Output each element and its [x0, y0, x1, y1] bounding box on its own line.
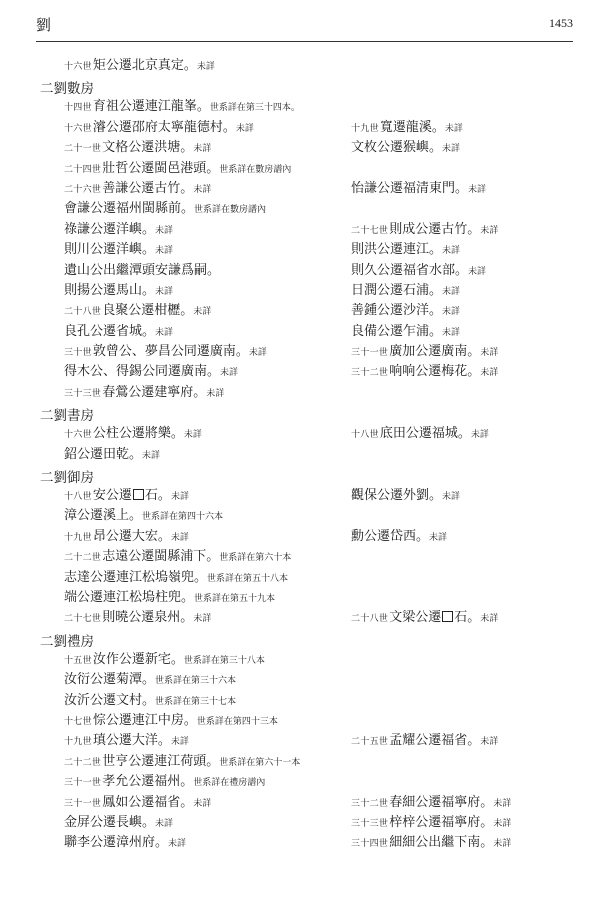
entry-line	[0, 220, 611, 240]
lineage-note: 未詳	[155, 818, 174, 829]
lineage-note: 未詳	[429, 532, 448, 543]
generation-label: 二十二世	[64, 553, 102, 564]
branch-section-heading	[0, 465, 611, 486]
migration-entry-left	[64, 693, 236, 710]
entry-text: 壯哲公遷閩邑港頭。	[102, 160, 220, 176]
section-title: 二劉禮房	[40, 633, 94, 650]
generation-label: 三十一世	[351, 348, 389, 359]
lineage-note: 未詳	[442, 144, 461, 155]
entry-text: 善鍾公遷沙洋。	[351, 303, 443, 319]
lineage-note: 未詳	[170, 532, 189, 543]
lineage-note: 未詳	[442, 307, 461, 318]
lineage-note: 世系詳在第三十四本。	[209, 103, 300, 114]
branch-section-heading	[0, 629, 611, 650]
entry-line	[0, 506, 611, 526]
migration-entry-left	[64, 508, 223, 525]
lineage-note: 世系詳在數房譜內	[194, 205, 267, 216]
entry-text: 良聚公遷柑櫪。	[102, 303, 194, 319]
entry-line	[0, 568, 611, 588]
entry-line	[0, 813, 611, 833]
entry-line	[0, 322, 611, 342]
generation-label: 十九世	[351, 123, 379, 134]
migration-entry-left	[64, 549, 291, 566]
generation-label: 二十二世	[64, 757, 102, 768]
lineage-note: 未詳	[170, 737, 189, 748]
lineage-note: 世系詳在第五十八本	[207, 573, 289, 584]
entry-line	[0, 608, 611, 628]
entry-text: 則曉公遷泉州。	[102, 610, 194, 626]
lineage-note: 未詳	[142, 450, 161, 461]
entry-line	[0, 486, 611, 506]
entry-text: 矩公遷北京真定。	[92, 58, 197, 73]
migration-entry-right	[351, 488, 460, 505]
migration-entry-left	[64, 283, 173, 300]
migration-entry-left	[64, 324, 173, 341]
generation-label: 三十一世	[64, 798, 102, 809]
generation-label: 十四世	[64, 103, 92, 114]
entry-text: 金屏公遷長嶼。	[64, 814, 156, 830]
entry-text: 良孔公遷省城。	[64, 323, 156, 339]
lineage-note: 未詳	[480, 737, 499, 748]
migration-entry-left	[64, 263, 220, 279]
missing-character-box	[442, 611, 453, 622]
generation-label: 十七世	[64, 716, 92, 727]
entry-text: 石。	[454, 610, 481, 626]
generation-label: 三十三世	[64, 388, 102, 399]
entry-text: 則揚公遷馬山。	[64, 282, 156, 298]
lineage-note: 未詳	[493, 839, 512, 850]
lineage-note: 未詳	[480, 614, 499, 625]
generation-label: 二十七世	[64, 614, 102, 625]
entry-line	[0, 261, 611, 281]
lineage-note: 未詳	[442, 286, 461, 297]
entry-line	[0, 731, 611, 751]
running-header-surname: 劉	[36, 16, 52, 34]
section-title: 二劉書房	[40, 408, 94, 425]
lineage-note: 世系詳在第三十七本	[155, 696, 237, 707]
migration-entry-right	[351, 140, 460, 157]
entry-text: 善謙公遷古竹。	[102, 180, 194, 196]
migration-entry-right	[351, 733, 498, 750]
lineage-note: 世系詳在第六十本	[219, 553, 292, 564]
migration-entry-left	[64, 774, 265, 791]
entry-text: 日潤公遷石浦。	[351, 282, 443, 298]
migration-entry-left	[64, 610, 211, 627]
lineage-note: 未詳	[480, 368, 499, 379]
migration-entry-left	[64, 447, 160, 464]
entry-text: 世亨公遷連江荷頭。	[102, 753, 220, 769]
lineage-note: 未詳	[155, 246, 174, 257]
migration-entry-left	[64, 795, 211, 812]
lineage-note: 未詳	[183, 430, 202, 441]
entry-text: 濬公遷邵府太寧龍德村。	[92, 119, 236, 135]
entry-line	[0, 711, 611, 731]
branch-section-heading	[0, 403, 611, 424]
entry-line	[0, 588, 611, 608]
lineage-note: 未詳	[168, 839, 187, 850]
entry-text: 則久公遷福省水部。	[351, 262, 469, 278]
lineage-note: 未詳	[155, 327, 174, 338]
migration-entry-right	[351, 263, 486, 280]
lineage-note: 未詳	[493, 818, 512, 829]
entry-line	[0, 424, 611, 444]
entry-line	[0, 383, 611, 403]
migration-entry-left	[64, 140, 211, 157]
entry-text: 良備公遷乍浦。	[351, 323, 443, 339]
migration-entry-left	[64, 242, 173, 259]
section-title: 二劉御房	[40, 470, 94, 487]
entry-text: 响响公遷梅花。	[389, 364, 481, 380]
entry-text: 悰公遷連江中房。	[92, 712, 197, 728]
entry-text: 汝衍公遷菊潭。	[64, 672, 156, 688]
entry-text: 會謙公遷福州閩縣前。	[64, 201, 195, 217]
entry-line	[0, 342, 611, 362]
migration-entry-right	[351, 835, 511, 852]
lineage-note: 未詳	[220, 368, 239, 379]
entry-line	[0, 301, 611, 321]
lineage-note: 未詳	[206, 388, 225, 399]
generation-label: 三十三世	[351, 818, 389, 829]
migration-entry-right	[351, 303, 460, 320]
migration-entry-left	[64, 815, 173, 832]
migration-entry-right	[351, 242, 460, 259]
entry-text: 孝允公遷福州。	[102, 774, 194, 790]
generation-label: 二十八世	[351, 614, 389, 625]
migration-entry-left	[64, 713, 278, 730]
entry-text: 汝沂公遷文村。	[64, 692, 156, 708]
entry-text: 底田公遷福城。	[379, 426, 471, 442]
generation-label: 十六世	[64, 430, 92, 441]
generation-label: 十八世	[64, 492, 92, 503]
entry-line	[0, 118, 611, 138]
migration-entry-left	[64, 570, 288, 587]
generation-label: 二十一世	[64, 144, 102, 155]
lineage-note: 世系詳在數房譜內	[219, 164, 292, 175]
section-title: 二劉數房	[40, 81, 94, 98]
lineage-note: 未詳	[442, 327, 461, 338]
entry-text: 觀保公遷外劉。	[351, 488, 443, 504]
entry-line	[0, 833, 611, 853]
entry-text: 遺山公出繼潭頭安謙爲嗣。	[64, 262, 221, 278]
migration-entry-left	[64, 733, 189, 750]
entry-line	[0, 240, 611, 260]
entry-line	[0, 650, 611, 670]
entry-line	[0, 56, 611, 76]
lineage-note: 未詳	[193, 798, 212, 809]
entry-text: 文枚公遷猴嶼。	[351, 140, 443, 156]
migration-entry-right	[351, 222, 498, 239]
migration-entry-right	[351, 426, 489, 443]
generation-label: 十九世	[64, 532, 92, 543]
entry-text: 得木公、得錫公同遷廣南。	[64, 364, 221, 380]
migration-entry-left	[64, 344, 267, 361]
entry-text: 廣加公遷廣南。	[389, 344, 481, 360]
entry-line	[0, 772, 611, 792]
entry-text: 怡謙公遷福清東門。	[351, 180, 469, 196]
generation-label: 二十四世	[64, 164, 102, 175]
lineage-note: 世系詳在第三十六本	[155, 676, 237, 687]
migration-entry-left	[64, 426, 202, 443]
lineage-note: 未詳	[193, 184, 212, 195]
entry-text: 聯李公遷漳州府。	[64, 835, 169, 851]
entry-text: 文梁公遷	[389, 610, 442, 626]
entry-text: 志達公遷連江松塢嶺兜。	[64, 569, 208, 585]
lineage-note: 世系詳在第三十八本	[183, 655, 265, 666]
migration-entry-left	[64, 161, 291, 178]
migration-entry-left	[64, 120, 254, 137]
entry-text: 則川公遷洋嶼。	[64, 242, 156, 258]
migration-entry-left	[64, 181, 211, 198]
entry-text: 汝作公遷新宅。	[92, 651, 184, 667]
migration-entry-left	[64, 99, 300, 116]
migration-entry-right	[351, 610, 498, 627]
entry-line	[0, 179, 611, 199]
lineage-note: 世系詳在禮房譜內	[193, 778, 266, 789]
migration-entry-left	[64, 672, 236, 689]
genealogy-migration-list	[0, 56, 611, 854]
generation-label: 三十二世	[351, 368, 389, 379]
entry-text: 漳公遷溪上。	[64, 508, 143, 524]
migration-entry-left	[64, 58, 215, 75]
entry-line	[0, 527, 611, 547]
entry-text: 志遠公遷閩縣浦下。	[102, 549, 220, 565]
generation-label: 二十七世	[351, 225, 389, 236]
entry-text: 則洪公遷連江。	[351, 242, 443, 258]
missing-character-box	[133, 489, 144, 500]
lineage-note: 未詳	[155, 225, 174, 236]
entry-line	[0, 445, 611, 465]
entry-text: 梓梓公遷福寧府。	[389, 814, 494, 830]
lineage-note: 未詳	[235, 123, 254, 134]
entry-line	[0, 547, 611, 567]
entry-text: 育祖公遷連江龍峯。	[92, 99, 210, 115]
lineage-note: 未詳	[193, 614, 212, 625]
entry-line	[0, 691, 611, 711]
migration-entry-right	[351, 344, 498, 361]
entry-text: 瑱公遷大洋。	[92, 733, 171, 749]
migration-entry-right	[351, 120, 463, 137]
migration-entry-left	[64, 754, 300, 771]
entry-text: 春細公遷福寧府。	[389, 794, 494, 810]
entry-line	[0, 138, 611, 158]
page-number: 1453	[549, 16, 573, 30]
entry-text: 敦曾公、夢昌公同遷廣南。	[92, 344, 249, 360]
lineage-note: 未詳	[248, 348, 267, 359]
entry-line	[0, 159, 611, 179]
generation-label: 三十世	[64, 348, 92, 359]
lineage-note: 未詳	[493, 798, 512, 809]
generation-label: 三十二世	[351, 798, 389, 809]
migration-entry-left	[64, 529, 189, 546]
migration-entry-right	[351, 283, 460, 300]
lineage-note: 未詳	[468, 266, 487, 277]
entry-line	[0, 670, 611, 690]
entry-line	[0, 793, 611, 813]
generation-label: 二十五世	[351, 737, 389, 748]
entry-text: 端公遷連江松塢柱兜。	[64, 589, 195, 605]
lineage-note: 未詳	[442, 492, 461, 503]
generation-label: 三十一世	[64, 778, 102, 789]
migration-entry-right	[351, 815, 511, 832]
lineage-note: 未詳	[442, 246, 461, 257]
migration-entry-right	[351, 324, 460, 341]
lineage-note: 未詳	[155, 286, 174, 297]
entry-text: 細細公出繼下南。	[389, 835, 494, 851]
migration-entry-left	[64, 652, 265, 669]
lineage-note: 未詳	[170, 492, 189, 503]
page-header	[36, 14, 573, 38]
entry-text: 祿謙公遷洋嶼。	[64, 221, 156, 237]
entry-text: 鳳如公遷福省。	[102, 794, 194, 810]
lineage-note: 未詳	[468, 184, 487, 195]
branch-section-heading	[0, 76, 611, 97]
entry-text: 鉊公遷田乾。	[64, 446, 143, 462]
generation-label: 二十六世	[64, 184, 102, 195]
lineage-note: 世系詳在第四十六本	[142, 512, 224, 523]
migration-entry-right	[351, 181, 486, 198]
generation-label: 二十八世	[64, 307, 102, 318]
migration-entry-left	[64, 303, 211, 320]
generation-label: 十九世	[64, 737, 92, 748]
generation-label: 十六世	[64, 62, 92, 72]
migration-entry-left	[64, 488, 189, 505]
entry-text: 文格公遷洪塘。	[102, 140, 194, 156]
entry-line	[0, 199, 611, 219]
generation-label: 十八世	[351, 430, 379, 441]
lineage-note: 未詳	[444, 123, 463, 134]
entry-line	[0, 281, 611, 301]
lineage-note: 世系詳在第四十三本	[196, 716, 278, 727]
lineage-note: 世系詳在第六十一本	[219, 757, 301, 768]
lineage-note: 未詳	[193, 307, 212, 318]
entry-line	[0, 752, 611, 772]
entry-text: 石。	[144, 488, 171, 504]
lineage-note: 未詳	[480, 225, 499, 236]
entry-line	[0, 97, 611, 117]
generation-label: 三十四世	[351, 839, 389, 850]
migration-entry-left	[64, 835, 186, 852]
entry-text: 春鶯公遷建寧府。	[102, 384, 207, 400]
entry-text: 昂公遷大宏。	[92, 528, 171, 544]
entry-line	[0, 362, 611, 382]
generation-label: 十五世	[64, 655, 92, 666]
lineage-note: 未詳	[196, 62, 215, 72]
header-rule	[36, 41, 573, 42]
entry-text: 勳公遷岱西。	[351, 528, 430, 544]
entry-text: 安公遷	[92, 488, 132, 504]
lineage-note: 未詳	[193, 144, 212, 155]
migration-entry-left	[64, 364, 238, 381]
migration-entry-right	[351, 529, 447, 546]
generation-label: 十六世	[64, 123, 92, 134]
migration-entry-right	[351, 364, 498, 381]
entry-text: 寬遷龍溪。	[379, 119, 445, 135]
lineage-note: 世系詳在第五十九本	[194, 593, 276, 604]
migration-entry-left	[64, 385, 224, 402]
entry-text: 孟耀公遷福省。	[389, 733, 481, 749]
migration-entry-left	[64, 590, 275, 607]
migration-entry-left	[64, 201, 266, 218]
lineage-note: 未詳	[480, 348, 499, 359]
migration-entry-left	[64, 222, 173, 239]
lineage-note: 未詳	[470, 430, 489, 441]
entry-text: 則成公遷古竹。	[389, 221, 481, 237]
entry-text: 公柱公遷將樂。	[92, 426, 184, 442]
migration-entry-right	[351, 795, 511, 812]
